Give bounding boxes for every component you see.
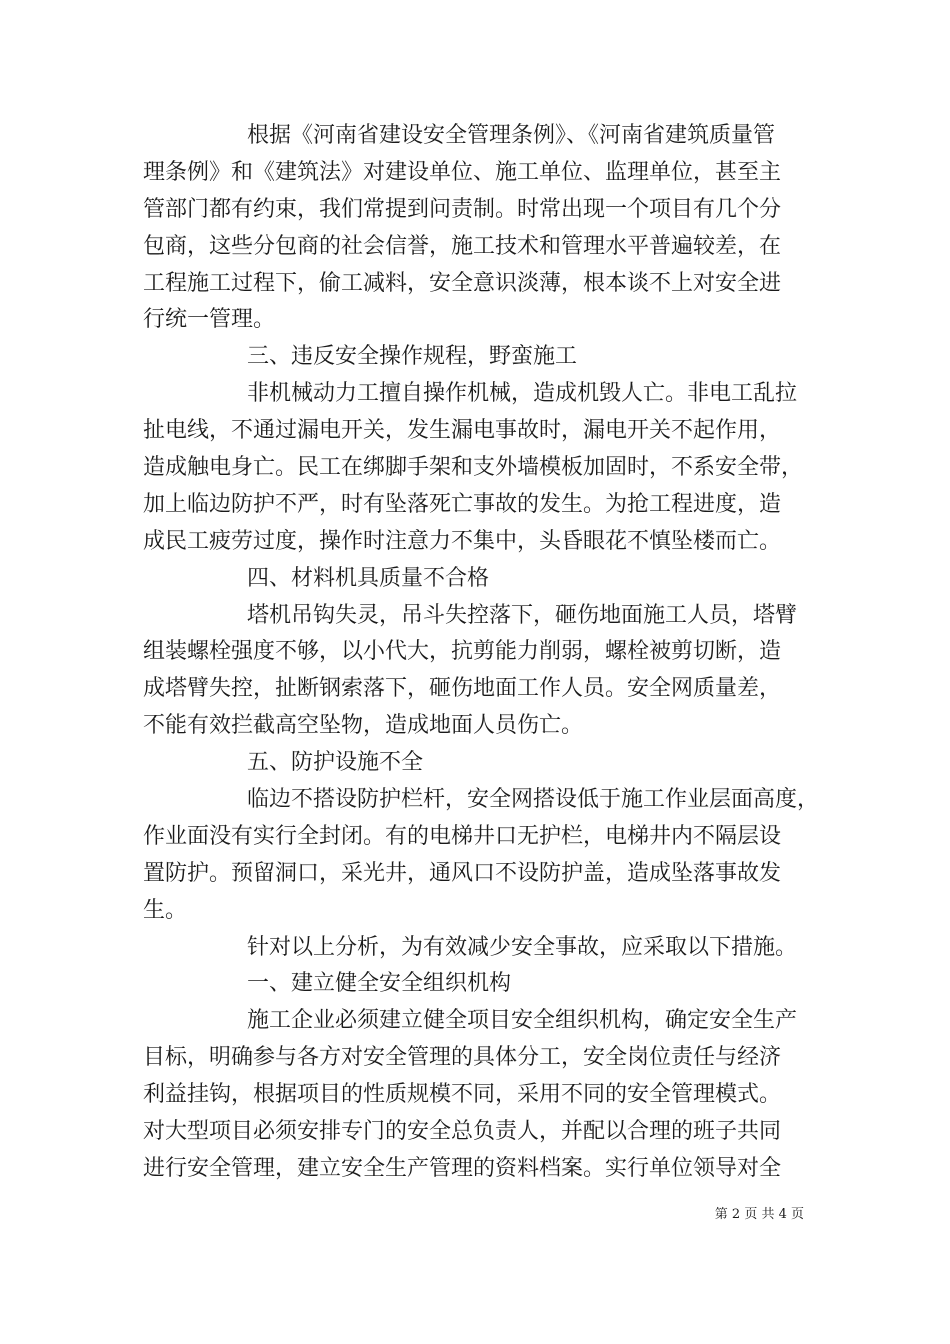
text-line: 针对以上分析，为有效减少安全事故，应采取以下措施。 <box>247 934 798 960</box>
text-line: 三、违反安全操作规程，野蛮施工 <box>247 344 578 370</box>
text-line: 不能有效拦截高空坠物，造成地面人员伤亡。 <box>143 713 584 739</box>
text-line: 进行安全管理，建立安全生产管理的资料档案。实行单位领导对全 <box>143 1155 782 1181</box>
text-line: 非机械动力工擅自操作机械，造成机毁人亡。非电工乱拉 <box>247 381 798 407</box>
text-line: 一、建立健全安全组织机构 <box>247 971 512 997</box>
text-line: 成民工疲劳过度，操作时注意力不集中，头昏眼花不慎坠楼而亡。 <box>143 528 782 554</box>
text-line: 理条例》和《建筑法》对建设单位、施工单位、监理单位，甚至主 <box>143 159 782 185</box>
text-line: 生。 <box>143 897 188 923</box>
text-line: 行统一管理。 <box>143 307 276 333</box>
text-line: 利益挂钩，根据项目的性质规模不同，采用不同的安全管理模式。 <box>143 1082 782 1108</box>
text-line: 组装螺栓强度不够，以小代大，抗剪能力削弱，螺栓被剪切断，造 <box>143 639 782 665</box>
text-line: 临边不搭设防护栏杆，安全网搭设低于施工作业层面高度， <box>247 787 820 813</box>
page-number: 第 2 页 共 4 页 <box>714 1207 804 1222</box>
text-line: 塔机吊钩失灵，吊斗失控落下，砸伤地面施工人员，塔臂 <box>247 602 798 628</box>
text-line: 管部门都有约束，我们常提到问责制。时常出现一个项目有几个分 <box>143 196 782 222</box>
text-line: 造成触电身亡。民工在绑脚手架和支外墙模板加固时，不系安全带， <box>143 455 804 481</box>
text-line: 加上临边防护不严，时有坠落死亡事故的发生。为抢工程进度，造 <box>143 491 782 517</box>
text-line: 包商，这些分包商的社会信誉，施工技术和管理水平普遍较差，在 <box>143 233 782 259</box>
text-line: 扯电线，不通过漏电开关，发生漏电事故时，漏电开关不起作用， <box>143 418 782 444</box>
text-line: 作业面没有实行全封闭。有的电梯井口无护栏，电梯井内不隔层设 <box>143 823 782 849</box>
text-line: 四、材料机具质量不合格 <box>247 565 490 591</box>
text-line: 根据《河南省建设安全管理条例》、《河南省建筑质量管 <box>247 123 776 148</box>
text-line: 五、防护设施不全 <box>247 750 424 776</box>
text-line: 目标，明确参与各方对安全管理的具体分工，安全岗位责任与经济 <box>143 1045 782 1071</box>
document-body <box>143 118 820 1188</box>
text-line: 对大型项目必须安排专门的安全总负责人，并配以合理的班子共同 <box>143 1119 782 1145</box>
text-line: 置防护。预留洞口，采光井，通风口不设防护盖，造成坠落事故发 <box>143 860 782 886</box>
text-line: 工程施工过程下，偷工减料，安全意识淡薄，根本谈不上对安全进 <box>143 270 782 296</box>
text-line: 施工企业必须建立健全项目安全组织机构，确定安全生产 <box>247 1008 798 1034</box>
text-line: 成塔臂失控，扯断钢索落下，砸伤地面工作人员。安全网质量差， <box>143 676 782 702</box>
